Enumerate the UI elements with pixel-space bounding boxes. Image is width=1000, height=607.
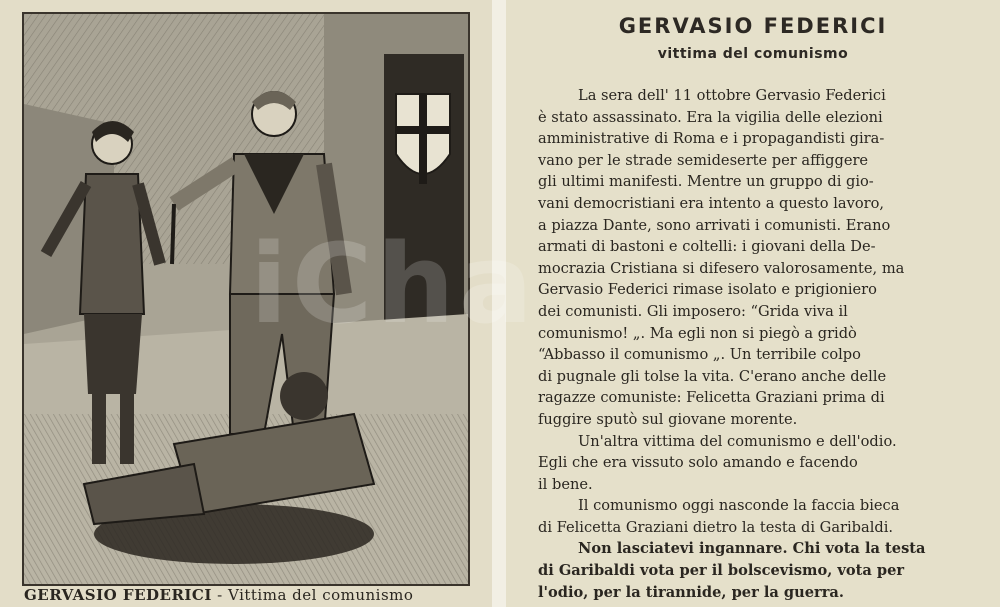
article-line: il bene. xyxy=(538,475,593,493)
dagger-icon xyxy=(172,204,174,264)
article-line: fuggire sputò sul giovane morente. xyxy=(538,410,798,428)
article-line: vano per le strade semideserte per affiggere xyxy=(538,151,869,169)
article-line: Egli che era vissuto solo amando e facendo xyxy=(538,454,858,472)
article-line: ragazze comuniste: Felicetta Graziani prima di xyxy=(538,389,885,407)
article-line: a piazza Dante, sono arrivati i comunisti. Erano xyxy=(538,216,891,234)
article-line: di pugnale gli tolse la vita. C'erano anche delle xyxy=(538,367,887,385)
article-line: è stato assassinato. Era la vigilia delle elezioni xyxy=(538,108,883,126)
article-line: l'odio, per la tirannide, per la guerra. xyxy=(538,583,844,601)
article-line: gli ultimi manifesti. Mentre un gruppo di gio- xyxy=(538,173,874,191)
article-body xyxy=(538,85,948,603)
article-line: Gervasio Federici rimase isolato e prigioniero xyxy=(538,281,877,299)
caption-name: GERVASIO FEDERICI xyxy=(24,586,212,604)
article-line: dei comunisti. Gli imposero: “Grida viva il xyxy=(538,302,848,320)
article-line: amministrative di Roma e i propagandisti gira- xyxy=(538,130,885,148)
article-line: “Abbasso il comunismo „. Un terribile colpo xyxy=(538,346,861,364)
article-line: Non lasciatevi ingannare. Chi vota la testa xyxy=(578,540,926,558)
article-line: di Felicetta Graziani dietro la testa di Garibaldi. xyxy=(538,518,894,536)
card-separator xyxy=(492,0,506,607)
headline: GERVASIO FEDERICI xyxy=(618,14,888,38)
article-line: vani democristiani era intento a questo lavoro, xyxy=(538,194,885,212)
illustration-caption xyxy=(24,586,494,604)
caption-rest: - Vittima del comunismo xyxy=(211,586,414,604)
subheadline: vittima del comunismo xyxy=(657,46,849,62)
article-line: armati di bastoni e coltelli: i giovani della De- xyxy=(538,238,876,256)
article-line: mocrazia Cristiana si difesero valorosamente, ma xyxy=(538,259,905,277)
article-line: Un'altra vittima del comunismo e dell'odio. xyxy=(578,432,897,450)
article-line: comunismo! „. Ma egli non si piegò a gridò xyxy=(538,324,857,342)
illustration-drawing xyxy=(24,14,468,584)
article-line: La sera dell' 11 ottobre Gervasio Federici xyxy=(578,87,886,104)
murder-scene-illustration xyxy=(22,12,470,586)
article-line: di Garibaldi vota per il bolscevismo, vota per xyxy=(538,562,905,580)
article-line: Il comunismo oggi nasconde la faccia bieca xyxy=(578,497,900,515)
